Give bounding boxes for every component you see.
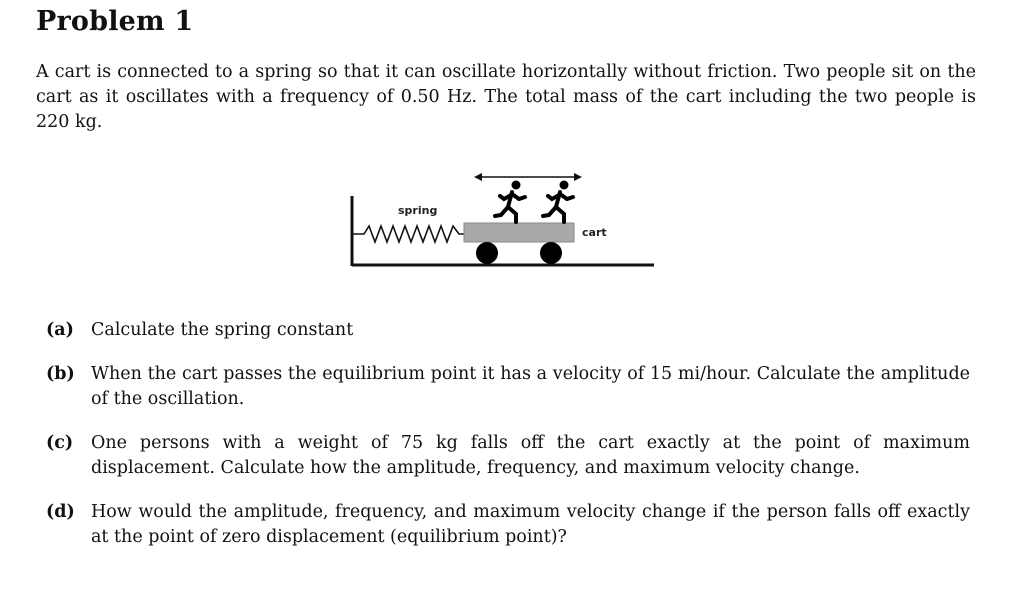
cart-wheel-right (540, 242, 562, 264)
question-a (46, 318, 970, 343)
question-label: (c) (46, 433, 74, 453)
cart-body (464, 223, 574, 242)
cart-wheel-left (476, 242, 498, 264)
motion-arrow (474, 173, 582, 181)
person-icon (543, 181, 573, 223)
person-icon (495, 181, 525, 223)
question-list (46, 318, 970, 569)
spring-label: spring (398, 204, 438, 217)
question-text: When the cart passes the equilibrium point it has a velocity of 15 mi/hour. Calculate the amplitude of the oscillation. (91, 364, 970, 409)
question-label: (b) (46, 364, 75, 384)
question-c (46, 431, 970, 481)
question-label: (d) (46, 502, 75, 522)
cart-label: cart (582, 226, 607, 239)
spring (353, 226, 464, 242)
question-b (46, 362, 970, 412)
question-text: How would the amplitude, frequency, and maximum velocity change if the person falls off exactly at the point of zero displacement (equilibrium point)? (91, 502, 970, 547)
cart-spring-diagram (344, 166, 664, 276)
question-d (46, 500, 970, 550)
question-text: One persons with a weight of 75 kg falls off the cart exactly at the point of maximum displacement. Calculate how the amplitude, frequency, and maximum velocity change. (91, 433, 970, 478)
problem-title: Problem 1 (36, 6, 194, 37)
question-label: (a) (46, 320, 74, 340)
problem-statement: A cart is connected to a spring so that it can oscillate horizontally without friction. Two people sit on the cart as it oscillates with a frequency of 0.50 Hz. The total mass of the cart including the two people is 220 kg. (36, 62, 976, 132)
question-text: Calculate the spring constant (91, 320, 354, 340)
